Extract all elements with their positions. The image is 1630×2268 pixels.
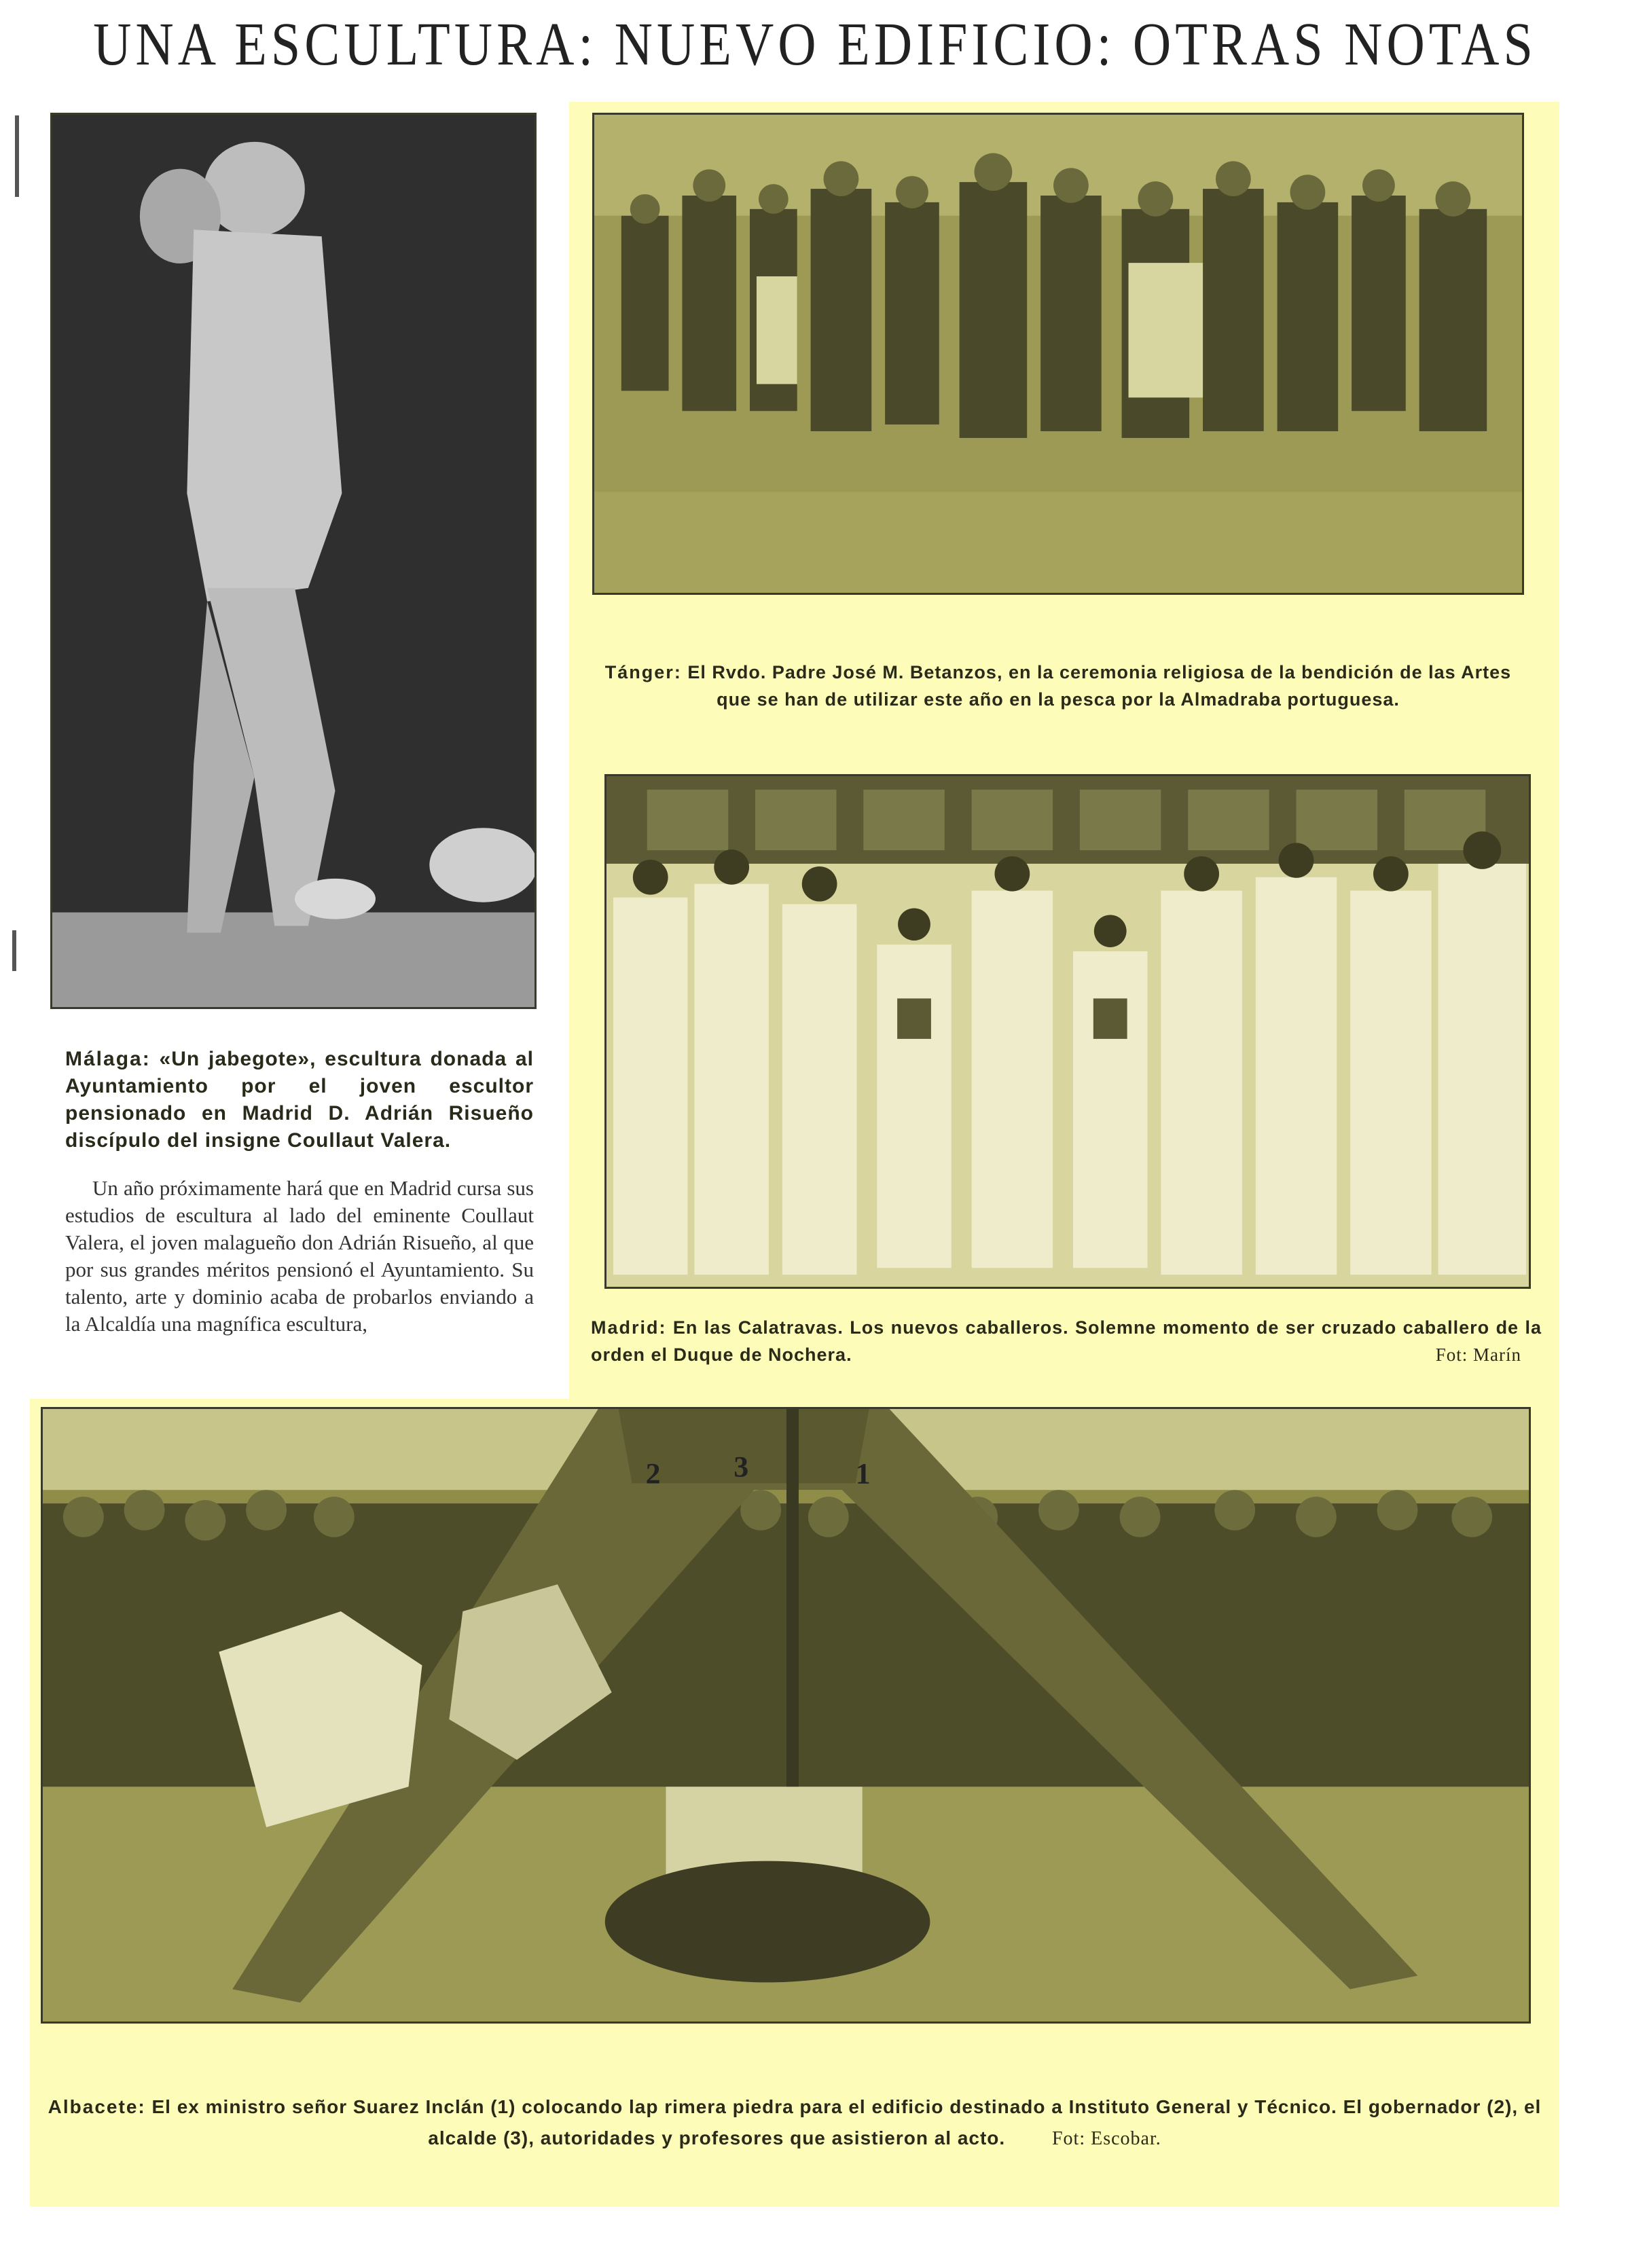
edge-mark	[15, 115, 19, 197]
tanger-photo	[592, 113, 1524, 595]
tanger-image	[594, 115, 1522, 593]
albacete-caption	[48, 2091, 1542, 2155]
madrid-caption-text: En las Calatravas. Los nuevos caballeros. Solemne momento de ser cruzado caballero de la orden el Duque de Nochera.	[591, 1317, 1542, 1365]
albacete-photo	[41, 1407, 1531, 2024]
madrid-image	[606, 776, 1529, 1287]
albacete-marker-1: 1	[855, 1457, 871, 1490]
albacete-photo-credit: Fot: Escobar.	[1051, 2128, 1161, 2149]
malaga-body-text: Un año próximamente hará que en Madrid cursa sus estudios de escultura al lado del eminente Coullaut Valera, el joven malagueño don Adrián Risueño, al que por sus grandes méritos pensionó el Ayuntamiento. Su talento, arte y dominio acaba de probarlos enviando a la Alcaldía una magnífica escultura,	[65, 1176, 534, 1336]
albacete-marker-2: 2	[645, 1457, 661, 1490]
albacete-image	[43, 1409, 1529, 2022]
albacete-place: Albacete:	[48, 2096, 146, 2117]
page-headline: UNA ESCULTURA: NUEVO EDIFICIO: OTRAS NOTAS	[93, 10, 1537, 78]
madrid-place: Madrid:	[591, 1317, 667, 1338]
albacete-marker-3: 3	[734, 1450, 749, 1484]
sculpture-image	[52, 115, 535, 1007]
tanger-caption	[592, 659, 1524, 713]
malaga-caption-text: «Un jabegote», escultura donada al Ayuntamiento por el joven escultor pensionado en Madrid D. Adrián Risueño discípulo del insigne Coullaut Valera.	[65, 1048, 535, 1152]
edge-mark	[12, 930, 16, 971]
sculpture-photo	[50, 113, 537, 1009]
tanger-place: Tánger:	[604, 662, 682, 682]
madrid-photo-credit: Fot: Marín	[1435, 1345, 1521, 1365]
malaga-caption	[65, 1046, 534, 1154]
albacete-caption-text: El ex ministro señor Suarez Inclán (1) colocando lap rimera piedra para el edificio destinado a Instituto General y Técnico. El gobernador (2), el alcalde (3), autoridades y profesores que asistieron al acto.	[151, 2096, 1542, 2148]
madrid-caption	[591, 1314, 1542, 1368]
malaga-place: Málaga:	[65, 1048, 151, 1070]
madrid-photo	[604, 774, 1531, 1289]
tanger-caption-text: El Rvdo. Padre José M. Betanzos, en la ceremonia religiosa de la bendición de las Artes que se han de utilizar este año en la pesca por la Almadraba portuguesa.	[687, 662, 1512, 710]
